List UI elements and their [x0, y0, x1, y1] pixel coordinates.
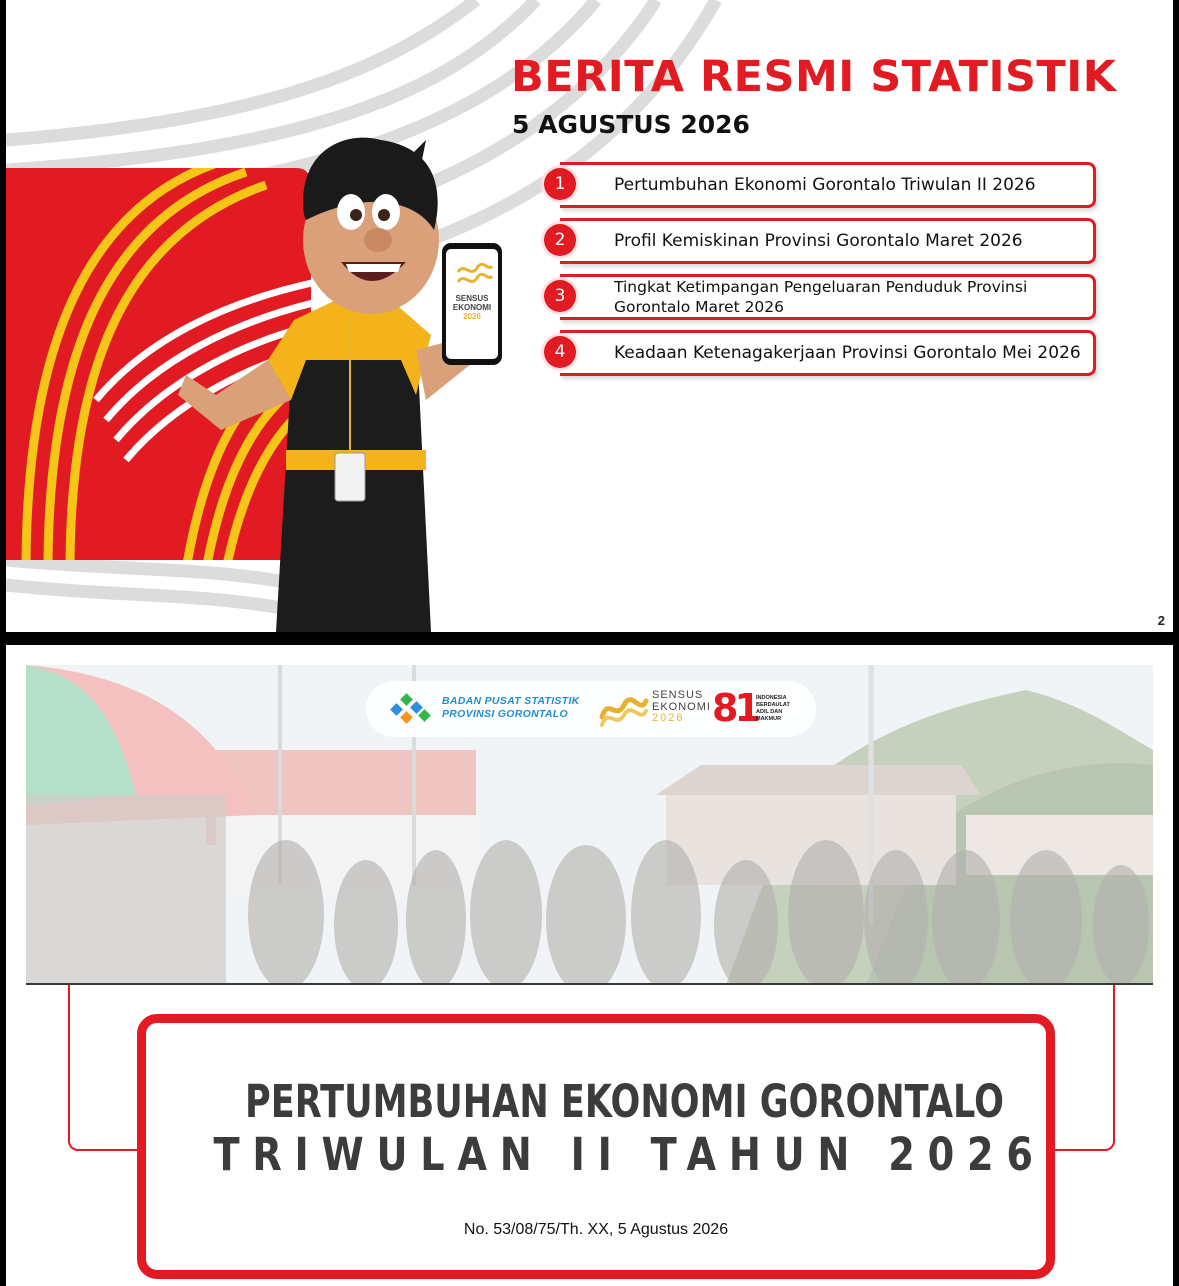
hut-line-4: MAKMUR — [756, 716, 782, 722]
page-number: 2 — [1157, 613, 1165, 628]
phone-year-label: 2026 — [463, 312, 481, 321]
hut-ri-81-logo-icon: 81 — [712, 686, 757, 730]
hut-ri-81-tagline — [756, 695, 790, 723]
agenda-slide — [6, 0, 1173, 632]
agenda-item-3[interactable] — [544, 274, 1096, 320]
agenda-item-label: Keadaan Ketenagakerjaan Provinsi Gorontalo Mei 2026 — [614, 342, 1081, 363]
sensus-ekonomi-text — [652, 690, 711, 725]
hut-line-3: ADIL DAN — [756, 709, 783, 715]
phone-screen-text — [446, 294, 498, 321]
sensus-ekonomi-logo-icon — [598, 691, 650, 727]
document-title-line1: PERTUMBUHAN EKONOMI GORONTALO — [245, 1075, 1005, 1128]
agenda-item-label: Profil Kemiskinan Provinsi Gorontalo Maret 2026 — [614, 230, 1023, 251]
bps-logo-icon — [388, 691, 434, 727]
bps-name-line2: PROVINSI GORONTALO — [442, 708, 568, 720]
document-number: No. 53/08/75/Th. XX, 5 Agustus 2026 — [463, 1221, 729, 1238]
sensus-year-label: 2026 — [652, 712, 685, 724]
sensus-label: SENSUS — [652, 689, 704, 701]
document-title-card — [137, 1014, 1055, 1279]
ekonomi-label: EKONOMI — [652, 700, 711, 713]
cover-slide — [6, 645, 1173, 1286]
agenda-item-label: Tingkat Ketimpangan Pengeluaran Penduduk Provinsi Gorontalo Maret 2026 — [614, 278, 1028, 316]
agenda-item-4[interactable] — [544, 330, 1096, 376]
phone-ekonomi-label: EKONOMI — [452, 303, 492, 312]
agenda-number-badge: 1 — [544, 168, 576, 200]
document-title-line2: TRIWULAN II TAHUN 2026 — [213, 1128, 1046, 1181]
agenda-number-badge: 4 — [544, 336, 576, 368]
agenda-item-label: Pertumbuhan Ekonomi Gorontalo Triwulan II 2026 — [614, 174, 1036, 195]
agenda-number-badge: 3 — [544, 280, 576, 312]
agenda-item-1[interactable] — [544, 162, 1096, 208]
agenda-number-badge: 2 — [544, 224, 576, 256]
hut-line-1: INDONESIA — [756, 695, 787, 701]
phone-sensus-label: SENSUS — [455, 294, 489, 303]
page-date: 5 AGUSTUS 2026 — [512, 110, 750, 139]
hut-line-2: BERDAULAT — [756, 702, 790, 708]
agenda-item-2[interactable] — [544, 218, 1096, 264]
page-title: BERITA RESMI STATISTIK — [511, 52, 1117, 102]
bps-logo-text — [442, 695, 580, 721]
bps-name-line1: BADAN PUSAT STATISTIK — [442, 695, 580, 707]
